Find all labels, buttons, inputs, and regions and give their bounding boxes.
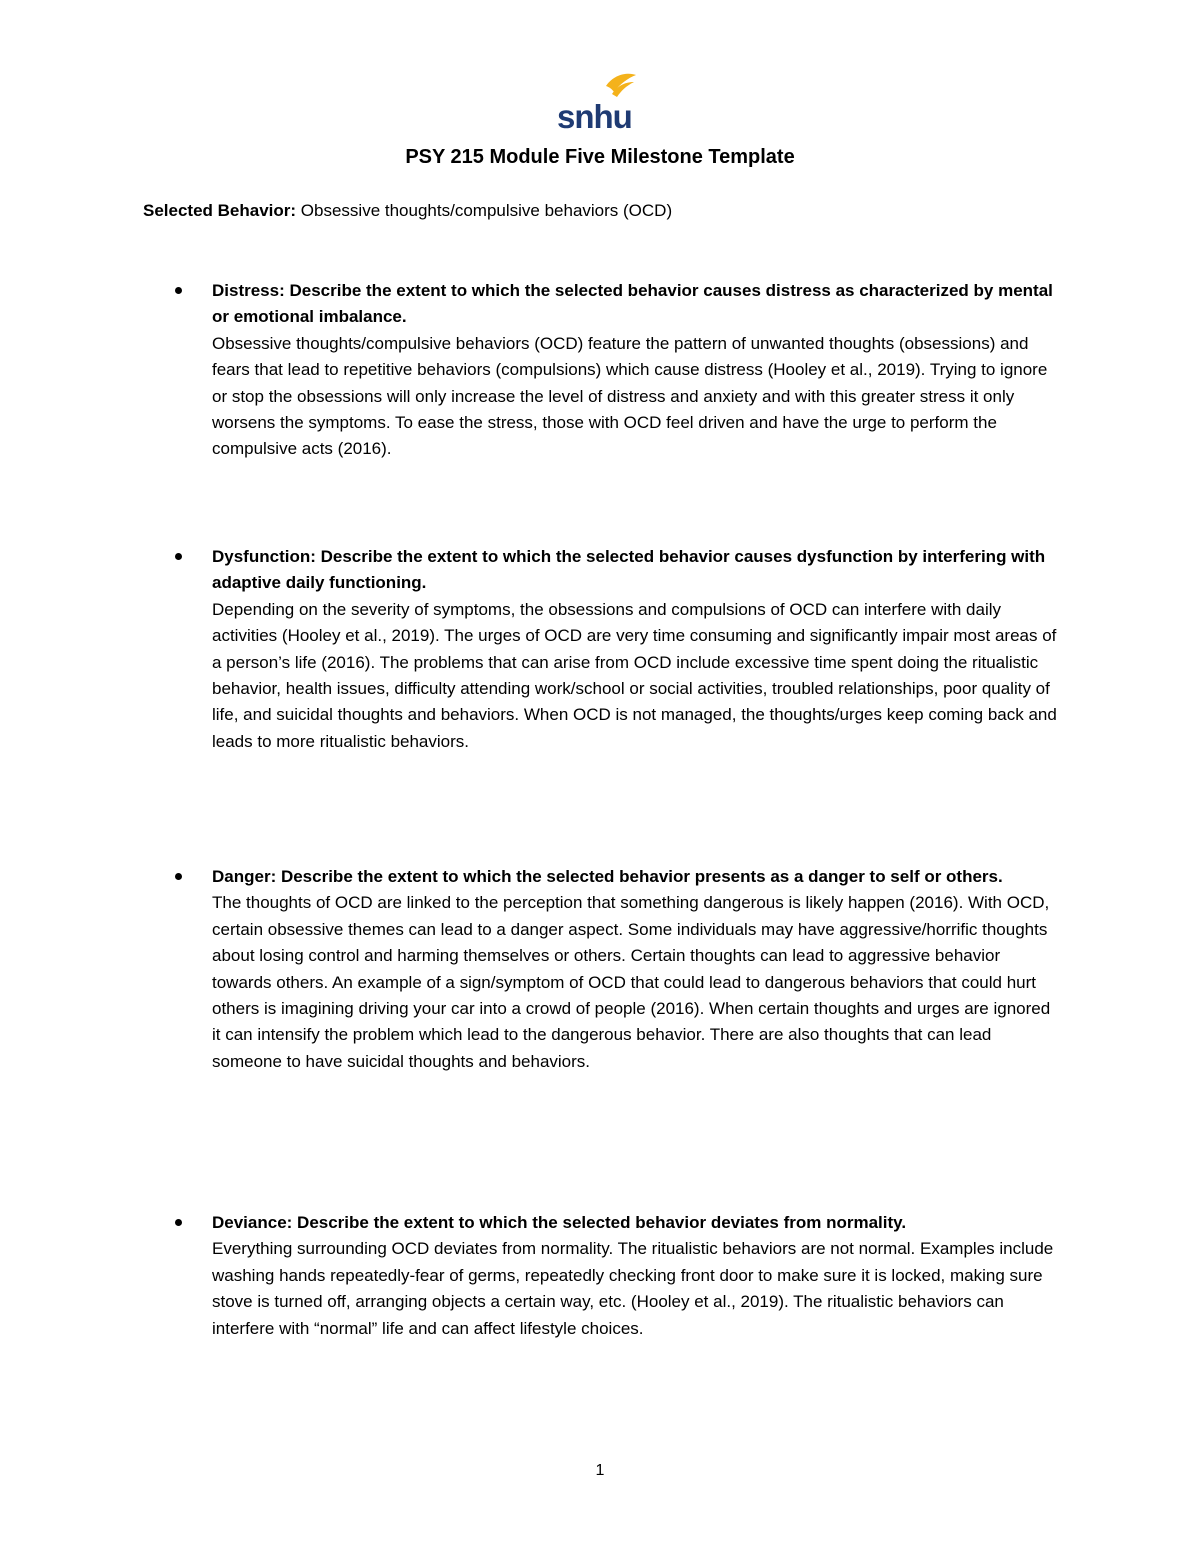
section-text: Depending on the severity of symptoms, the obsessions and compulsions of OCD can interfere with daily activities (Hooley et al., 2019). The urges of OCD are very time consuming and significantly impair most areas of a person’s life (2016). The problems that can arise from OCD include excessive time spent doing the ritualistic behavior, health issues, difficulty attending work/school or social activities, troubled relationships, poor quality of life, and suicidal thoughts and behaviors. When OCD is not managed, the thoughts/urges keep coming back and leads to more ritualistic behaviors. [212,599,1057,751]
section-heading: Danger: Describe the extent to which the selected behavior presents as a danger to self or others. [212,867,1003,886]
section-text: Obsessive thoughts/compulsive behaviors (OCD) feature the pattern of unwanted thoughts (obsessions) and fears that lead to repetitive behaviors (compulsions) which cause distress (Hooley et al., 2019). Trying to ignore or stop the obsessions will only increase the level of distress and anxiety and with this greater stress it only worsens the symptoms. To ease the stress, those with OCD feel driven and have the urge to perform the compulsive acts (2016). [212,333,1048,459]
section-distress [143,278,1063,463]
section-text: Everything surrounding OCD deviates from normality. The ritualistic behaviors are not normal. Examples include washing hands repeatedly-fear of germs, repeatedly checking front door to make sure it is locked, making sure stove is turned off, arranging objects a certain way, etc. (Hooley et al., 2019). The ritualistic behaviors can interfere with “normal” life and can affect lifestyle choices. [212,1239,1054,1338]
bullet-icon [175,287,182,294]
selected-behavior-label: Selected Behavior: [143,201,297,220]
selected-behavior [143,199,1093,223]
svg-text:snhu: snhu [557,98,632,132]
document-title: PSY 215 Module Five Milestone Template [405,146,795,168]
bullet-icon [175,873,182,880]
section-danger [143,864,1063,1075]
bullet-icon [175,553,182,560]
page-number: 1 [595,1462,605,1479]
section-text: The thoughts of OCD are linked to the perception that something dangerous is likely happen (2016). With OCD, certain obsessive themes can lead to a danger aspect. Some individuals may have aggressive/horrific thoughts about losing control and harming themselves or others. Certain thoughts can lead to aggressive behavior towards others. An example of a sign/symptom of OCD that could lead to dangerous behaviors that could hurt others is imagining driving your car into a crowd of people (2016). When certain thoughts and urges are ignored it can intensify the problem which lead to the dangerous behavior. There are also thoughts that can lead someone to have suicidal thoughts and behaviors. [212,893,1051,1071]
section-dysfunction [143,544,1063,755]
section-heading: Distress: Describe the extent to which the selected behavior causes distress as characterized by mental or emotional imbalance. [212,281,1053,327]
section-heading: Dysfunction: Describe the extent to which the selected behavior causes dysfunction by interfering with adaptive daily functioning. [212,547,1046,593]
section-deviance [143,1210,1063,1342]
bullet-icon [175,1219,182,1226]
snhu-logo [556,72,640,132]
section-heading: Deviance: Describe the extent to which the selected behavior deviates from normality. [212,1213,907,1232]
selected-behavior-value: Obsessive thoughts/compulsive behaviors (OCD) [300,201,673,220]
